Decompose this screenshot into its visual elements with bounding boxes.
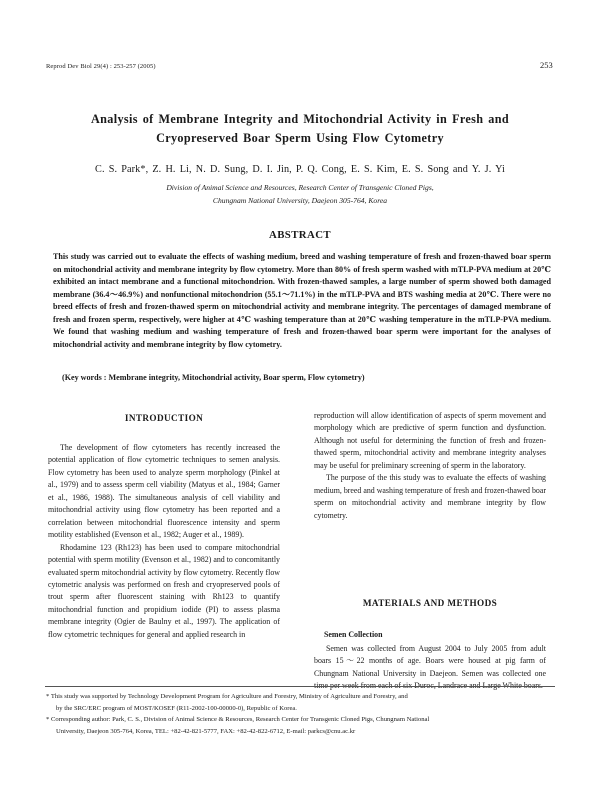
page-number: 253: [540, 60, 553, 70]
footnotes: [46, 691, 558, 737]
affiliation-line-2: Chungnam National University, Daejeon 305-764, Korea: [212, 195, 388, 205]
affiliation-line-1: Division of Animal Science and Resources, Research Center of Transgenic Cloned Pigs,: [166, 183, 434, 192]
intro-paragraph-4: The purpose of the this study was to evaluate the effects of washing medium, breed and washing temperature of fresh and frozen-thawed boar sperm on mitochondrial activity and membrane integrity by flow cytometry.: [314, 473, 546, 520]
intro-paragraph-3: reproduction will allow identification of aspects of sperm movement and morphology which are predictive of sperm function and dysfunction. Although not useful for determining the function of fresh and frozen-thawed sperm, mitochondrial activity and membrane integrity analyses may be useful for preliminary screening of sperm in the laboratory.: [314, 411, 546, 470]
right-column: [314, 410, 546, 522]
abstract-text: This study was carried out to evaluate the effects of washing medium, breed and washing temperature of fresh and frozen-thawed boar sperm on mitochondrial activity and membrane integrity by flow cytometry. More than 80% of fresh sperm washed with mTLP-PVA medium at 20℃ exhibited an intact membrane and a functional mitochondrion. With frozen-thawed samples, a large number of sperm showed both damaged membrane (36.4～46.9%) and nonfunctional mitochondrion (55.1～71.1%) in the mTLP-PVA and BTS washing media at 20℃. There were no breed effects of fresh and frozen-thawed sperm on mitochondrial activity and membrane integrity. The percentages of damaged membrane of fresh and frozen sperm, respectively, were higher at 4℃ washing temperature than at 20℃ washing temperature in the mTLP-PVA medium. We found that washing medium and washing temperature of fresh and frozen-thawed boar sperm were important for the analyses of mitochondrial activity and membrane integrity by flow cytometry.: [53, 252, 551, 349]
intro-paragraph-2: Rhodamine 123 (Rh123) has been used to compare mitochondrial potential with sperm motility (Evenson et al., 1982) and to concomitantly evaluated sperm mitochondrial activity by flow cytometry. Recently flow cytometric analysis was performed on fresh and cryopreserved pools of trout sperm after fluorescent staining with Rh123 to quantify mitochondrial function and propidium iodide (PI) to assess plasma membrane integrity (Ogier de Baulny et al., 1997). The application of flow cytometric techniques for general and applied research in: [48, 542, 280, 639]
introduction-heading: INTRODUCTION: [124, 413, 204, 423]
methods-paragraph-1: Semen was collected from August 2004 to July 2005 from adult boars 15～22 months of age. Boars were housed at pig farm of Chungnam National University in Daejeon. Semen was collected one time per week from each of six Duroc, Landrace and Large White boars.: [314, 644, 546, 691]
footnote-corresponding-line-1: * Corresponding author: Park, C. S., Division of Animal Science & Resources, Research Center for Transgenic Cloned Pigs, Chungnam National: [46, 716, 430, 723]
left-column: [48, 442, 280, 641]
intro-paragraph-1: The development of flow cytometers has recently increased the potential application of flow cytometric techniques to semen analysis. Flow cytometry has been used to analyze sperm morphology (Pinkel at al., 1979) and to assess sperm cell viability (Matyus et al., 1984; Garner et al., 1986, 1988). The simultaneous analysis of cell viability and mitochondrial activity using flow cytometry has been reported and a correlation between mitochondrial fluorescence intensity and sperm motility established (Evenson et al., 1982; Auger et al., 1989).: [48, 443, 280, 540]
footnote-funding-line-2: by the SRC/ERC program of MOST/KOSEF (R11-2002-100-00000-0), Republic of Korea.: [56, 704, 297, 712]
methods-heading: MATERIALS AND METHODS: [362, 598, 498, 608]
keywords: (Key words : Membrane integrity, Mitochondrial activity, Boar sperm, Flow cytometry): [62, 373, 365, 382]
semen-collection-heading: Semen Collection: [324, 630, 383, 639]
footnote-corresponding-line-2: University, Daejeon 305-764, Korea, TEL: +82-42-821-5777, FAX: +82-42-822-6712, E-mail: parkcs@cnu.ac.kr: [56, 727, 356, 735]
journal-reference: Reprod Dev Biol 29(4) : 253-257 (2005): [46, 63, 156, 70]
title-line-1: Analysis of Membrane Integrity and Mitochondrial Activity in Fresh and: [91, 112, 509, 126]
affiliation: [0, 182, 600, 207]
title-line-2: Cryopreserved Boar Sperm Using Flow Cytometry: [156, 131, 444, 145]
abstract-heading: ABSTRACT: [269, 229, 331, 241]
author-list: C. S. Park*, Z. H. Li, N. D. Sung, D. I. Jin, P. Q. Cong, E. S. Kim, E. S. Song and Y. J. Yi: [95, 164, 505, 175]
footnote-funding-line-1: * This study was supported by Technology Development Program for Agriculture and Forestry, Ministry of Agriculture and Forestry, and: [46, 693, 408, 700]
paper-title: [0, 110, 600, 148]
footnote-divider: [45, 686, 555, 687]
